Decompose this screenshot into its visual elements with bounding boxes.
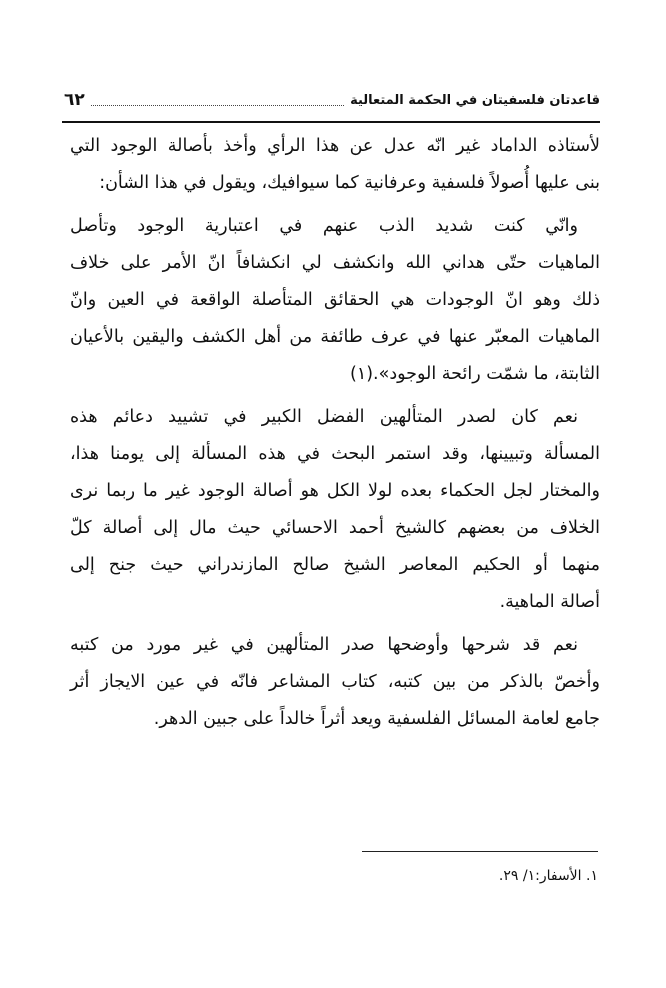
text-line: أصالة الماهية. (499, 592, 600, 612)
text-line: والمختار لجل الحكماء بعده لولا الكل هو أصالة الوجود غير ما ربما نرى (70, 481, 600, 501)
paragraph (70, 128, 600, 202)
paragraph (70, 399, 600, 621)
running-header (64, 86, 600, 114)
text-line: الماهيات المعبّر عنها في عرف طائفة من أهل الكشف واليقين بالأعيان (70, 327, 600, 347)
text-line: الماهيات حتّى هداني الله وانكشف لي انكشافاً انّ الأمر على خلاف (70, 253, 600, 273)
text-line: لأستاذه الداماد غير انّه عدل عن هذا الرأي وأخذ بأصالة الوجود التي (70, 136, 600, 156)
text-line: منهما أو الحكيم المعاصر الشيخ صالح المازندراني حيث جنح إلى (70, 555, 600, 575)
text-line: الخلاف من بعضهم كالشيخ أحمد الاحسائي حيث مال إلى أصالة كلّ (70, 518, 600, 538)
text-line: ذلك وهو انّ الوجودات هي الحقائق المتأصلة الواقعة في العين وانّ (70, 290, 600, 310)
text-line: نعم كان لصدر المتألهين الفضل الكبير في تشييد دعائم هذه (70, 407, 578, 427)
text-line: بنى عليها أُصولاً فلسفية وعرفانية كما سيوافيك، ويقول في هذا الشأن: (99, 173, 600, 193)
footnote: ١. الأسفار:١/ ٢٩. (498, 868, 598, 884)
text-line: وأخصّ بالذكر من بين كتبه، كتاب المشاعر فانّه في عين الايجاز أثر (70, 672, 600, 692)
header-rule (62, 121, 600, 123)
text-line: نعم قد شرحها وأوضحها صدر المتألهين في غير مورد من كتبه (70, 635, 578, 655)
running-title: قاعدتان فلسفيتان في الحكمة المتعالية (350, 92, 600, 108)
page-number: ٦٢ (64, 90, 85, 110)
paragraph (70, 208, 600, 393)
text-line: المسألة وتبيينها، وقد استمر البحث في هذه المسألة إلى يومنا هذا، (70, 444, 600, 464)
text-line: الثابتة، ما شمّت رائحة الوجود».(١) (350, 364, 600, 384)
leader-dots (91, 95, 344, 106)
text-line: وانّي كنت شديد الذب عنهم في اعتبارية الوجود وتأصل (70, 216, 578, 236)
text-line: جامع لعامة المسائل الفلسفية ويعد أثراً خالداً على جبين الدهر. (153, 709, 600, 729)
footnote-rule (362, 851, 598, 852)
body-text (70, 128, 600, 744)
paragraph (70, 627, 600, 738)
